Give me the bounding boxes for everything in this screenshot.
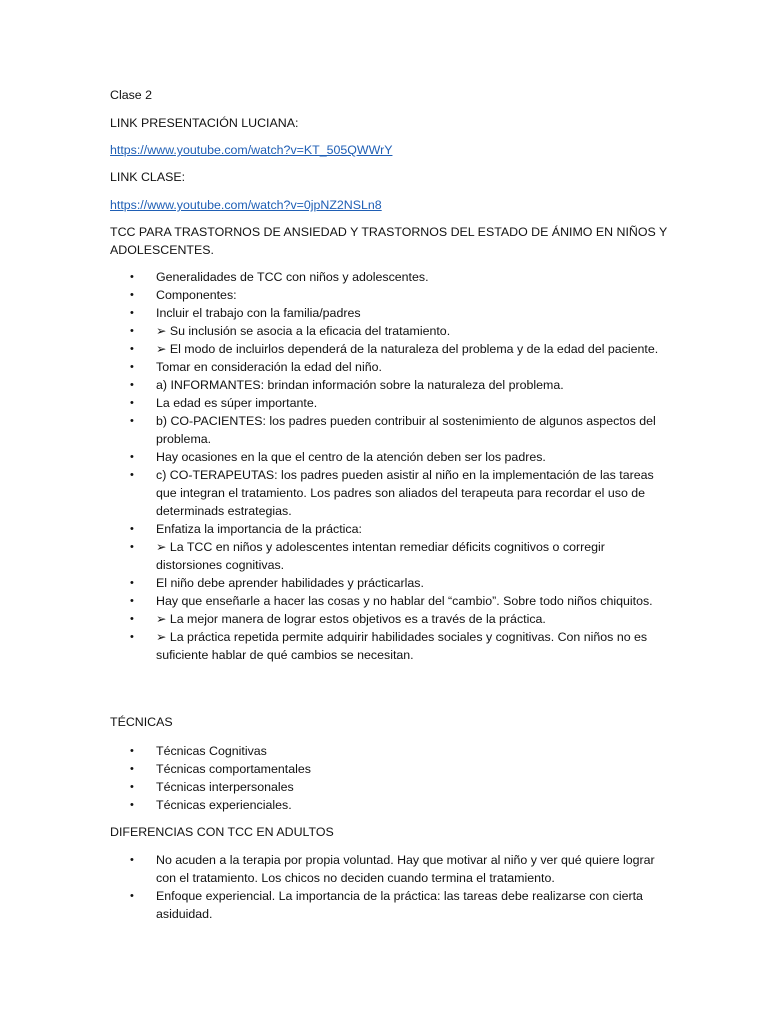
list-item-text: El niño debe aprender habilidades y prácticarlas. [156,576,424,590]
bullet-icon: • [130,763,134,775]
list-item [110,286,670,304]
list-item [110,340,670,358]
bullet-icon: • [130,613,134,625]
list-item [110,268,670,286]
list-item-text: c) CO-TERAPEUTAS: los padres pueden asistir al niño en la implementación de las tareas que integran el tratamiento. Los padres son aliados del terapeuta para recordar el uso de determinads estrategias. [156,468,654,518]
list-item-text: ➢ La mejor manera de lograr estos objetivos es a través de la práctica. [156,612,546,626]
bullet-icon: • [130,397,134,409]
list-item-text: Enfatiza la importancia de la práctica: [156,522,362,536]
presentation-link-label: LINK PRESENTACIÓN LUCIANA: [110,116,299,130]
list-item-text: ➢ Su inclusión se asocia a la eficacia del tratamiento. [156,324,451,338]
list-item-text: Componentes: [156,288,237,302]
list-item-text: ➢ La TCC en niños y adolescentes intentan remediar déficits cognitivos o corregir distorsiones cognitivas. [156,540,605,572]
list-item-text: Hay ocasiones en la que el centro de la atención deben ser los padres. [156,450,546,464]
list-item [110,778,670,796]
presentation-link[interactable]: https://www.youtube.com/watch?v=KT_505QWWrY [110,143,393,157]
list-item-text: La edad es súper importante. [156,396,318,410]
class-title: Clase 2 [110,88,153,102]
list-item-text: Técnicas Cognitivas [156,744,267,758]
bullet-icon: • [130,451,134,463]
list-item-text: Técnicas experienciales. [156,798,292,812]
bullet-icon: • [130,469,134,481]
list-item-text: Técnicas comportamentales [156,762,311,776]
list-item [110,358,670,376]
bullet-icon: • [130,343,134,355]
bullet-icon: • [130,745,134,757]
tecnicas-heading: TÉCNICAS [110,715,173,729]
bullet-icon: • [130,799,134,811]
list-item [110,760,670,778]
list-item-text: Tomar en consideración la edad del niño. [156,360,382,374]
differences-list [110,851,670,923]
list-item [110,520,670,538]
list-item-text: Generalidades de TCC con niños y adolescentes. [156,270,429,284]
list-item [110,412,670,448]
bullet-icon: • [130,361,134,373]
list-item [110,628,670,664]
list-item [110,538,670,574]
class-link[interactable]: https://www.youtube.com/watch?v=0jpNZ2NSLn8 [110,198,382,212]
list-item-text: ➢ El modo de incluirlos dependerá de la naturaleza del problema y de la edad del paciente. [156,342,659,356]
list-item-text: b) CO-PACIENTES: los padres pueden contribuir al sostenimiento de algunos aspectos del problema. [156,414,656,446]
bullet-icon: • [130,271,134,283]
list-item [110,376,670,394]
presentation-link-line [110,141,670,159]
list-item-text: ➢ La práctica repetida permite adquirir habilidades sociales y cognitivas. Con niños no es suficiente hablar de qué cambios se necesitan. [156,630,648,662]
bullet-icon: • [130,541,134,553]
bullet-icon: • [130,577,134,589]
bullet-icon: • [130,595,134,607]
bullet-icon: • [130,890,134,902]
list-item [110,851,670,887]
list-item [110,887,670,923]
techniques-list [110,742,670,814]
list-item [110,394,670,412]
list-item [110,304,670,322]
bullet-icon: • [130,781,134,793]
class-link-label: LINK CLASE: [110,170,186,184]
components-list [110,268,670,664]
bullet-icon: • [130,325,134,337]
class-link-line [110,196,670,214]
diferencias-heading: DIFERENCIAS CON TCC EN ADULTOS [110,825,334,839]
list-item-text: Hay que enseñarle a hacer las cosas y no hablar del “cambio”. Sobre todo niños chiquitos. [156,594,653,608]
bullet-icon: • [130,854,134,866]
list-item [110,796,670,814]
list-item [110,322,670,340]
bullet-icon: • [130,307,134,319]
list-item [110,448,670,466]
list-item [110,592,670,610]
list-item-text: Enfoque experiencial. La importancia de la práctica: las tareas debe realizarse con cierta asiduidad. [156,889,643,921]
list-item-text: No acuden a la terapia por propia voluntad. Hay que motivar al niño y ver qué quiere lograr con el tratamiento. Los chicos no deciden cuando termina el tratamiento. [156,853,655,885]
bullet-icon: • [130,523,134,535]
bullet-icon: • [130,379,134,391]
bullet-icon: • [130,289,134,301]
tcc-heading: TCC PARA TRASTORNOS DE ANSIEDAD Y TRASTORNOS DEL ESTADO DE ÁNIMO EN NIÑOS Y ADOLESCENTES. [110,225,668,257]
list-item [110,574,670,592]
list-item-text: Técnicas interpersonales [156,780,294,794]
list-item-text: a) INFORMANTES: brindan información sobre la naturaleza del problema. [156,378,564,392]
list-item [110,610,670,628]
list-item-text: Incluir el trabajo con la familia/padres [156,306,361,320]
bullet-icon: • [130,631,134,643]
list-item [110,466,670,520]
list-item [110,742,670,760]
bullet-icon: • [130,415,134,427]
